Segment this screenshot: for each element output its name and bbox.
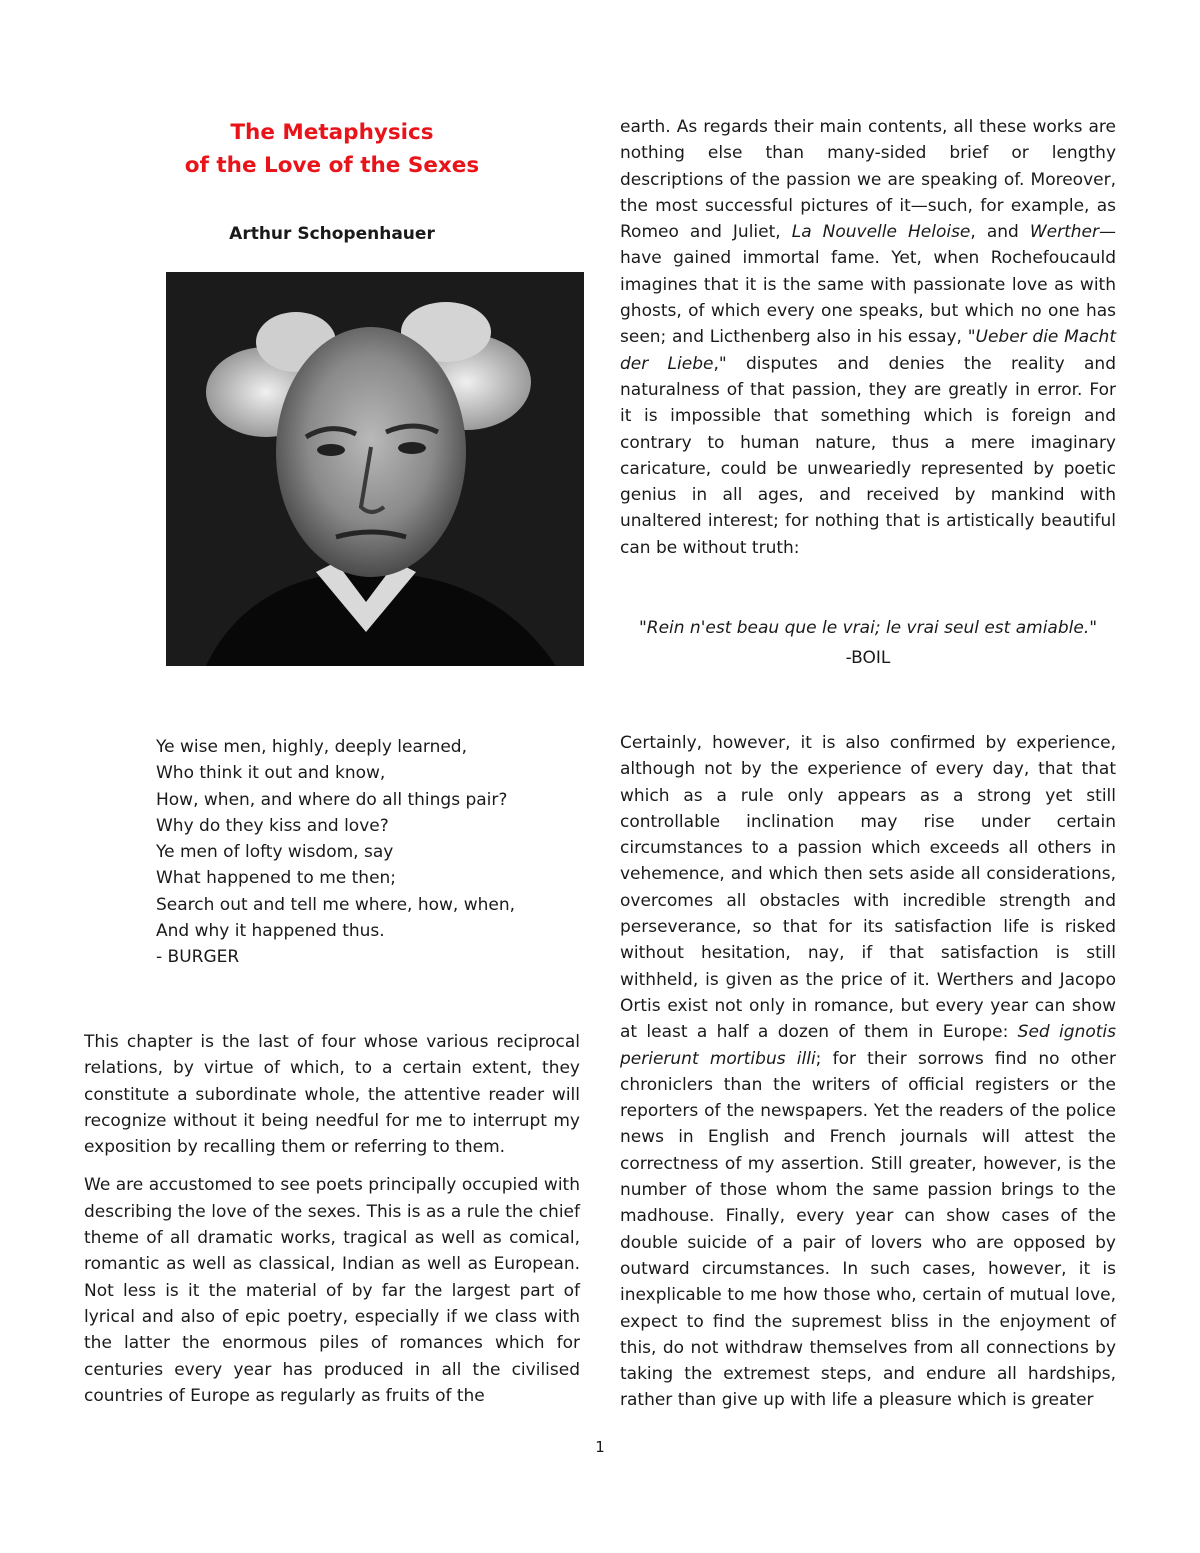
document-title	[84, 116, 580, 182]
paragraph	[620, 730, 1116, 1414]
text-run: earth. As regards their main contents, all these works are nothing else than many-sided brief or lengthy descriptions of the passion we are speaking of. Moreover, the most successful pictures of it—such, for example, as Romeo and Juliet,	[620, 117, 1116, 243]
epigraph-poem	[156, 734, 515, 971]
poem-line: Who think it out and know,	[156, 763, 386, 784]
left-column-body	[84, 1029, 580, 1409]
italic-phrase: Sed ignotis perierunt mortibus illi	[620, 1022, 1116, 1069]
title-line-2: of the Love of the Sexes	[184, 153, 480, 178]
poem-line: And why it happened thus.	[156, 921, 385, 942]
italic-title: Ueber die Macht der Liebe	[620, 327, 1116, 374]
italic-title: Werther	[1029, 222, 1100, 243]
paragraph: This chapter is the last of four whose various reciprocal relations, by virtue of which, to a certain extent, they constitute a subordinate whole, the attentive reader will recognize without it being needful for me to interrupt my exposition by recalling them or referring to them.	[84, 1032, 580, 1158]
poem-line: Ye wise men, highly, deeply learned,	[156, 737, 467, 757]
quotation: "Rein n'est beau que le vrai; le vrai seul est amiable."	[638, 618, 1098, 638]
text-run: , and	[970, 222, 1030, 243]
paragraph	[620, 114, 1116, 561]
poem-line: Search out and tell me where, how, when,	[156, 894, 516, 915]
page-number: 1	[595, 1438, 605, 1456]
author-portrait	[166, 272, 584, 666]
right-column-body	[620, 730, 1116, 1414]
text-run: Certainly, however, it is also confirmed by experience, although not by the experience of every day, that that which as a rule only appears as a strong yet still controllable inclination may rise under certain circumstances to a passion which exceeds all others in vehemence, and which then sets aside all considerations, overcomes all obstacles with incredible strength and perseverance, so that for its satisfaction life is risked without hesitation, nay, if that satisfaction is still withheld, is given as the price of it. Werthers and Jacopo Ortis exist not only in romance, but every year can show at least a half a dozen of them in Europe:	[620, 733, 1116, 1043]
text-run: —have gained immortal fame. Yet, when Rochefoucauld imagines that it is the same with passionate love as with ghosts, of which every one speaks, but which no one has seen; and Licthenberg also in his essay, "	[620, 222, 1117, 348]
author-name: Arthur Schopenhauer	[229, 224, 435, 244]
poem-line: How, when, and where do all things pair?	[156, 789, 508, 810]
portrait-illustration	[166, 272, 584, 666]
quotation-attribution: -BOIL	[845, 648, 891, 668]
title-line-1: The Metaphysics	[230, 120, 434, 145]
poem-line: What happened to me then;	[156, 868, 397, 889]
poem-line: Why do they kiss and love?	[156, 815, 389, 836]
poem-line: Ye men of lofty wisdom, say	[156, 842, 394, 863]
paragraph: We are accustomed to see poets principally occupied with describing the love of the sexes. This is as a rule the chief theme of all dramatic works, tragical as well as comical, romantic as well as classical, Indian as well as European. Not less is it the material of by far the largest part of lyrical and also of epic poetry, especially if we class with the latter the enormous piles of romances which for centuries every year has produced in all the civilised countries of Europe as regularly as fruits of the	[84, 1175, 580, 1406]
right-column-top	[620, 114, 1116, 561]
text-run: ; for their sorrows find no other chroniclers than the writers of official registers or the reporters of the newspapers. Yet the readers of the police news in English and French journals will attest the correctness of my assertion. Still greater, however, is the number of those whom the same passion brings to the madhouse. Finally, every year can show cases of the double suicide of a pair of lovers who are opposed by outward circumstances. In such cases, however, it is inexplicable to me how those who, certain of mutual love, expect to find the supremest bliss in the enjoyment of this, do not withdraw themselves from all connections by taking the extremest steps, and endure all hardships, rather than give up with life a pleasure which is greater	[620, 1048, 1116, 1411]
poem-attribution: - BURGER	[156, 947, 240, 968]
text-run: ," disputes and denies the reality and naturalness of that passion, they are greatly in error. For it is impossible that something which is foreign and contrary to human nature, thus a mere imaginary caricature, could be unweariedly represented by poetic genius in all ages, and received by mankind with unaltered interest; for nothing that is artistically beautiful can be without truth:	[620, 353, 1116, 558]
italic-title: La Nouvelle Heloise	[791, 222, 971, 243]
